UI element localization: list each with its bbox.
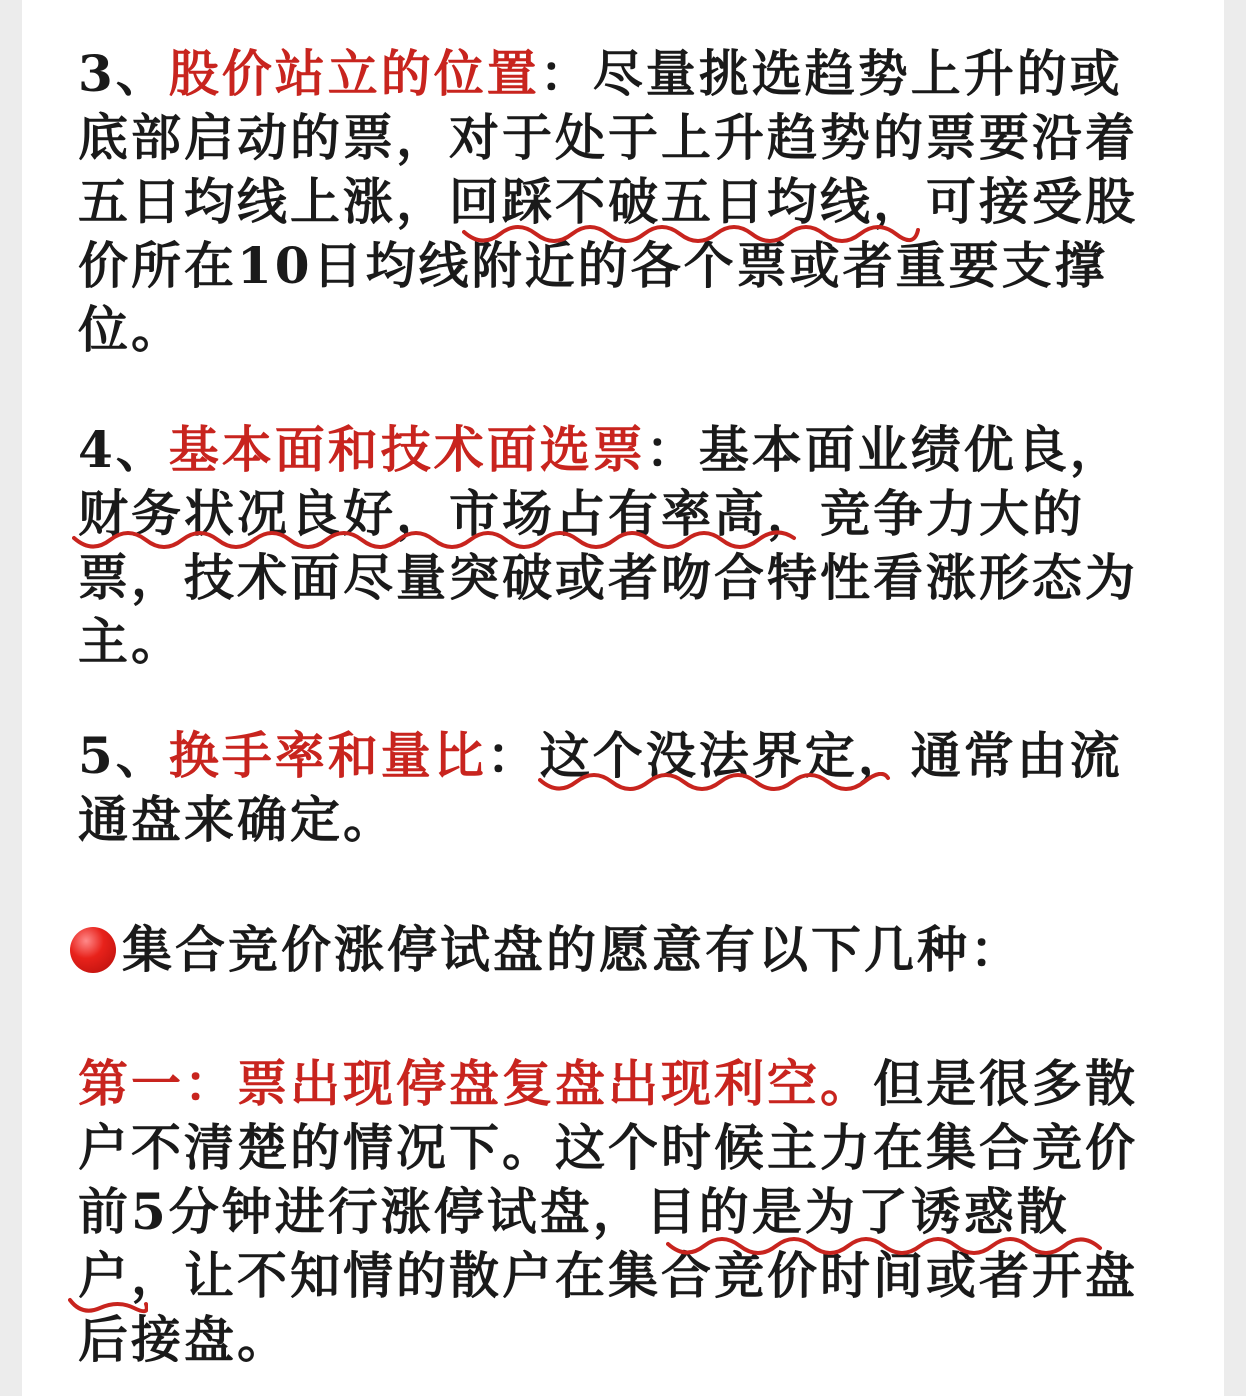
reason-first-line-2: 户不清楚的情况下。这个时候主力在集合竞价: [78, 1118, 1138, 1177]
section-5-line-2: 通盘来确定。: [78, 790, 396, 849]
section-3-text: 五日均线上涨，: [78, 172, 449, 231]
section-3-underlined-text: 回踩不破五日均线: [449, 172, 873, 231]
section-5: [78, 724, 1188, 852]
reason-first: [78, 1052, 1188, 1372]
section-5-text: ：: [486, 726, 540, 785]
reason-first-line-4: [78, 1244, 1188, 1308]
red-bullet-icon: [70, 927, 116, 973]
reason-first-underlined-text: 户: [78, 1246, 131, 1305]
bullet-heading: [70, 918, 1180, 982]
section-4: [78, 418, 1188, 674]
section-4-line-3: 票，技术面尽量突破或者吻合特性看涨形态为: [78, 548, 1138, 607]
section-3-title: 股价站立的位置: [168, 44, 540, 103]
reason-first-text: 但是很多散: [873, 1054, 1138, 1113]
bullet-heading-text: 集合竞价涨停试盘的愿意有以下几种：: [122, 920, 1023, 979]
section-5-underlined-text: 这个没法界定: [539, 726, 858, 785]
reason-first-text: 前5分钟进行涨停试盘，: [78, 1182, 646, 1241]
document-page: [22, 0, 1224, 1396]
reason-first-title: 第一：票出现停盘复盘出现利空。: [78, 1054, 873, 1113]
section-3-line-4: 价所在10日均线附近的各个票或者重要支撑: [78, 236, 1108, 295]
section-3-line-3: [78, 170, 1188, 234]
section-4-line-4: 主。: [78, 612, 184, 671]
reason-first-line-3: [78, 1180, 1188, 1244]
section-3-line-2: 底部启动的票，对于处于上升趋势的票要沿着: [78, 108, 1138, 167]
section-3-number: 3、: [78, 44, 169, 103]
section-3-line-5: 位。: [78, 300, 184, 359]
reason-first-underlined-text: 目的是为了诱惑散: [645, 1182, 1070, 1241]
section-4-underlined-text: 财务状况良好，市场占有率高: [78, 484, 767, 543]
section-5-text: ，通常由流: [857, 726, 1123, 785]
section-4-title: 基本面和技术面选票: [168, 420, 646, 479]
section-3-text: ：尽量挑选趋势上升的或: [539, 44, 1123, 103]
section-3-line-1: [78, 42, 1188, 106]
section-4-line-1: [78, 418, 1188, 482]
section-3-text: ，可接受股: [873, 172, 1138, 231]
section-5-title: 换手率和量比: [168, 726, 487, 785]
section-4-text: ：基本面业绩优良，: [645, 420, 1123, 479]
section-4-number: 4、: [78, 420, 169, 479]
reason-first-line-1: [78, 1052, 1188, 1116]
section-4-line-2: [78, 482, 1188, 546]
section-3: [78, 42, 1188, 362]
section-4-text: ，竞争力大的: [767, 484, 1085, 543]
reason-first-text: ，让不知情的散户在集合竞价时间或者开盘: [131, 1246, 1138, 1305]
reason-first-line-5: 后接盘。: [78, 1310, 290, 1369]
section-5-line-1: [78, 724, 1188, 788]
section-5-number: 5、: [78, 726, 169, 785]
